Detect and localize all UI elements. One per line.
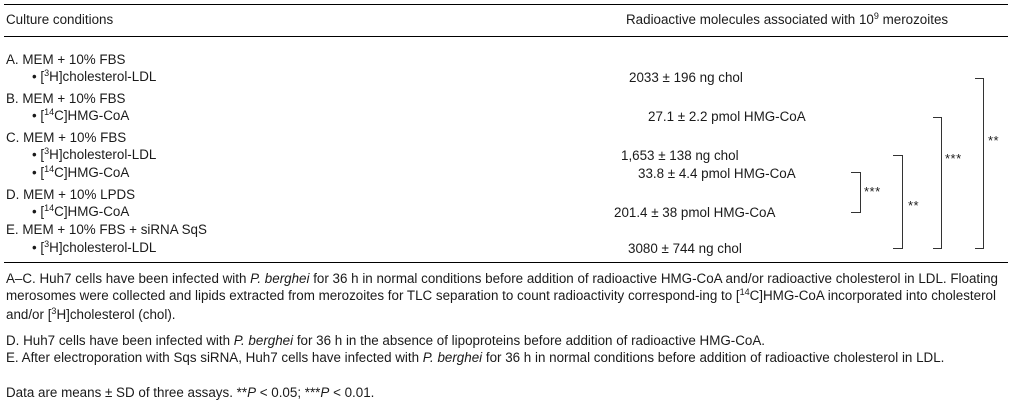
value-b: 27.1 ± 2.2 pmol HMG-CoA bbox=[648, 109, 806, 124]
tracer-b-post: C]HMG-CoA bbox=[54, 108, 130, 123]
condition-a: A. MEM + 10% FBS bbox=[6, 52, 126, 67]
header-culture-conditions: Culture conditions bbox=[6, 12, 114, 27]
tracer-c1 bbox=[32, 147, 156, 164]
value-c2: 33.8 ± 4.4 pmol HMG-CoA bbox=[638, 166, 796, 181]
footnote-data-text-2: < 0.05; *** bbox=[256, 385, 321, 400]
tracer-d bbox=[32, 204, 129, 221]
header-col2-suffix: merozoites bbox=[878, 12, 949, 27]
value-c1: 1,653 ± 138 ng chol bbox=[621, 148, 739, 163]
tracer-b bbox=[32, 108, 129, 125]
footnote-e bbox=[6, 349, 1006, 366]
tracer-e bbox=[32, 240, 156, 257]
bracket-c1-e bbox=[893, 155, 903, 249]
bottom-rule bbox=[4, 262, 1008, 263]
footnote-a-c-text-4: H]cholesterol (chol). bbox=[56, 307, 176, 322]
significance-b-e: *** bbox=[945, 151, 962, 166]
header-radioactive-molecules bbox=[626, 12, 948, 29]
value-d: 201.4 ± 38 pmol HMG-CoA bbox=[614, 205, 776, 220]
tracer-a-post: H]cholesterol-LDL bbox=[49, 69, 157, 84]
tracer-b-sup: 14 bbox=[44, 107, 55, 117]
footnote-d bbox=[6, 332, 1006, 349]
condition-b: B. MEM + 10% FBS bbox=[6, 91, 126, 106]
footnote-a-c-text-3: C]HMG-CoA incorporated into cholesterol and/or [ bbox=[6, 288, 996, 322]
footnote-data-p1: P bbox=[247, 385, 256, 400]
bracket-a-e bbox=[975, 78, 984, 249]
tracer-c2-post: C]HMG-CoA bbox=[54, 165, 130, 180]
footnote-data-text-3: < 0.01. bbox=[329, 385, 375, 400]
tracer-a bbox=[32, 69, 156, 86]
footnote-e-text: E. After electroporation with Sqs siRNA, Huh7 cells have infected with bbox=[6, 350, 423, 365]
tracer-c2-pre: • [ bbox=[32, 165, 45, 180]
footnote-d-text-2: for 36 h in the absence of lipoproteins before addition of radioactive HMG-CoA. bbox=[293, 333, 766, 348]
footnote-a-c-sup-2: 3 bbox=[51, 306, 57, 316]
value-a: 2033 ± 196 ng chol bbox=[629, 70, 743, 85]
footnote-a-c-text-2: for 36 h in normal conditions before addition of radioactive HMG-CoA and/or radioactive cholesterol in LDL. Floating merosomes were collected and lipids extracted from merozoites for TLC separation to count radioactivity correspond-ing to [ bbox=[6, 271, 998, 303]
tracer-d-post: C]HMG-CoA bbox=[54, 204, 130, 219]
top-rule bbox=[4, 4, 1008, 5]
condition-c: C. MEM + 10% FBS bbox=[6, 130, 127, 145]
footnote-d-species: P. berghei bbox=[233, 333, 294, 348]
footnote-e-species: P. berghei bbox=[422, 350, 483, 365]
significance-c1-e: ** bbox=[908, 198, 920, 213]
significance-a-e: ** bbox=[988, 133, 1000, 148]
footnote-d-text: D. Huh7 cells have been infected with bbox=[6, 333, 234, 348]
significance-c2-d: *** bbox=[864, 184, 881, 199]
tracer-a-pre: • [ bbox=[32, 69, 45, 84]
condition-e: E. MEM + 10% FBS + siRNA SqS bbox=[6, 222, 207, 237]
bracket-b-e bbox=[933, 117, 942, 249]
tracer-e-pre: • [ bbox=[32, 240, 45, 255]
tracer-b-pre: • [ bbox=[32, 108, 45, 123]
tracer-c2-sup: 14 bbox=[44, 164, 55, 174]
tracer-c2 bbox=[32, 165, 129, 182]
tracer-d-sup: 14 bbox=[44, 203, 55, 213]
tracer-d-pre: • [ bbox=[32, 204, 45, 219]
tracer-a-sup: 3 bbox=[44, 68, 50, 78]
value-e: 3080 ± 744 ng chol bbox=[628, 241, 742, 256]
header-col2-sup: 9 bbox=[873, 11, 879, 21]
footnote-data-text: Data are means ± SD of three assays. ** bbox=[6, 385, 248, 400]
condition-d: D. MEM + 10% LPDS bbox=[6, 187, 136, 202]
footnote-e-text-2: for 36 h in normal conditions before addition of radioactive cholesterol in LDL. bbox=[482, 350, 945, 365]
tracer-e-post: H]cholesterol-LDL bbox=[49, 240, 157, 255]
bracket-c2-d bbox=[851, 172, 861, 213]
tracer-c1-sup: 3 bbox=[44, 146, 50, 156]
footnote-data bbox=[6, 384, 1006, 401]
header-col2-prefix: Radioactive molecules associated with 10 bbox=[626, 12, 874, 27]
footnote-a-c bbox=[6, 270, 1006, 325]
tracer-e-sup: 3 bbox=[44, 239, 50, 249]
footnote-a-c-text: A–C. Huh7 cells have been infected with bbox=[6, 271, 251, 286]
tracer-c1-post: H]cholesterol-LDL bbox=[49, 147, 157, 162]
footnote-a-c-sup-1: 14 bbox=[739, 287, 750, 297]
footnote-a-c-species: P. berghei bbox=[250, 271, 310, 286]
header-rule bbox=[4, 36, 1008, 37]
footnote-data-p2: P bbox=[320, 385, 330, 400]
tracer-c1-pre: • [ bbox=[32, 147, 45, 162]
